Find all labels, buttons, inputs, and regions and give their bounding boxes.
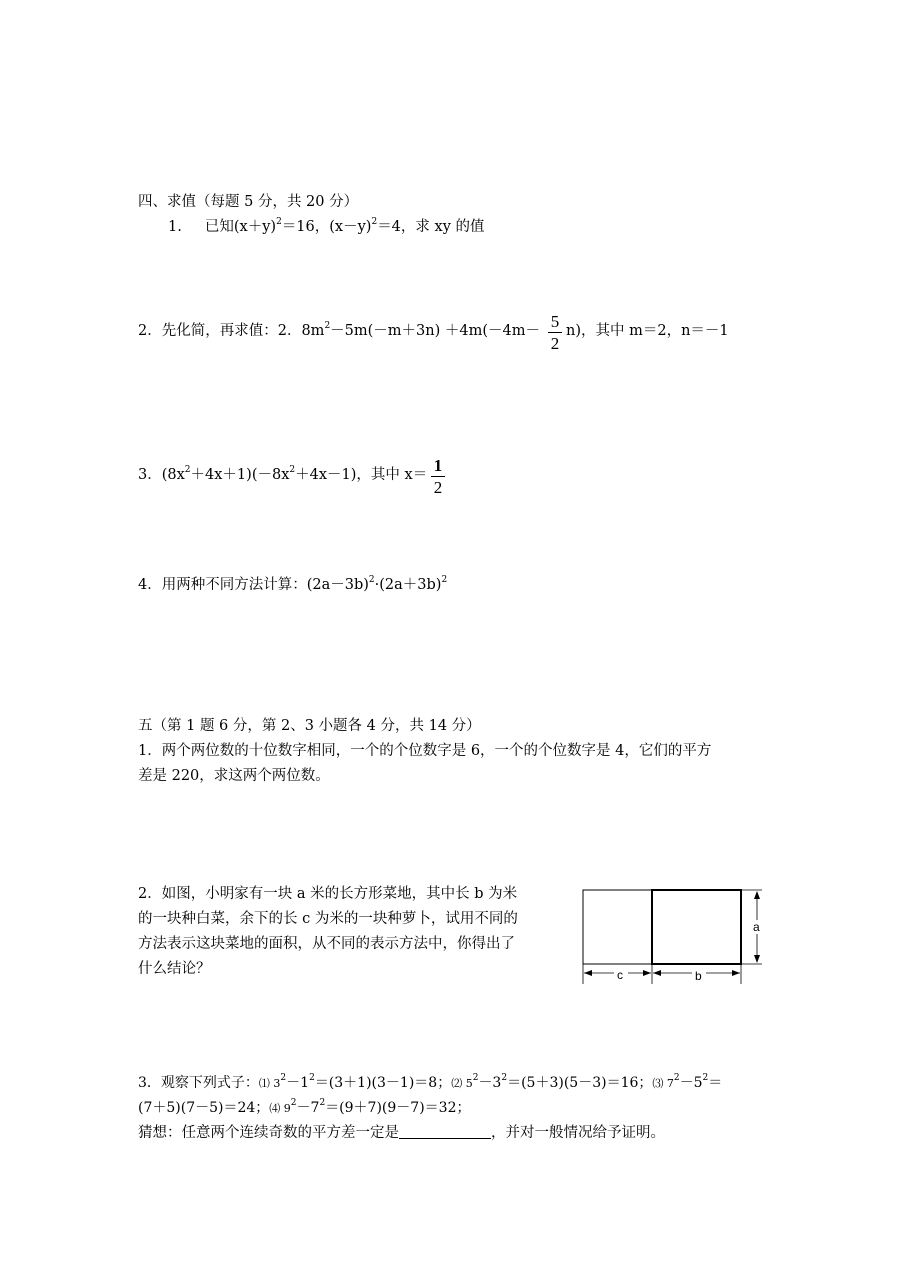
answer-blank[interactable] (399, 1124, 491, 1139)
question-4-1 (168, 218, 485, 236)
question-5-2-line3: 方法表示这块菜地的面积，从不同的表示方法中，你得出了 (138, 936, 515, 952)
q3-item2-start: ⑵ 5 (451, 1077, 473, 1090)
arrow-head (643, 970, 651, 976)
exponent: 2 (184, 465, 191, 475)
exponent: 2 (368, 575, 375, 585)
fraction-numerator: 1 (433, 456, 443, 475)
q4-pre: 4．用两种不同方法计算：(2a－3b) (138, 577, 369, 593)
arrow-head (754, 891, 760, 899)
q3-item1-start: ⑴ 3 (258, 1077, 281, 1090)
exponent: 2 (441, 575, 448, 585)
q3-mid1: ＋4x＋1)(－8x (190, 467, 290, 483)
question-4-4 (138, 576, 447, 594)
q2-tail: n)，其中 m＝2，n＝－1 (566, 323, 729, 339)
arrow-head (754, 955, 760, 963)
arrow-head (732, 970, 740, 976)
exponent: 2 (276, 217, 282, 227)
exponent: 2 (324, 321, 331, 331)
q4-mid: ·(2a＋3b) (374, 577, 442, 593)
exponent: 2 (371, 217, 378, 227)
question-number: 1. (168, 219, 182, 235)
exponent: 2 (309, 1073, 315, 1083)
fraction-denominator: 2 (550, 334, 560, 353)
q3-intro: 3．观察下列式子： (138, 1075, 259, 1091)
fraction-denominator: 2 (433, 478, 443, 497)
exponent: 2 (290, 1098, 297, 1108)
q3-pre: 3．(8x (138, 467, 185, 483)
q3-mid2: ＋4x－1)，其中 x＝ (295, 467, 428, 483)
q3-item4-start: ⑷ 9 (269, 1102, 291, 1115)
section-4-heading: 四、求值（每题 5 分，共 20 分） (138, 194, 359, 210)
question-4-3 (138, 466, 427, 484)
conjecture-tail: ，并对一般情况给予证明。 (491, 1125, 665, 1141)
q3-text: －1 (286, 1075, 310, 1091)
label-b: b (695, 969, 702, 983)
exponent: 2 (319, 1098, 326, 1108)
label-a: a (753, 920, 760, 934)
exponent: 2 (702, 1073, 709, 1083)
question-5-2-line1: 2．如图，小明家有一块 a 米的长方形菜地，其中长 b 为米 (138, 886, 518, 902)
fraction-numerator: 5 (550, 312, 560, 331)
q2-mid: －5m(－m＋3n) ＋4m(－4m－ (330, 323, 540, 339)
q2-pre: 2．先化简，再求值：2．8m (138, 323, 325, 339)
q3-text: ＝ (708, 1075, 723, 1091)
question-5-3-line2 (138, 1099, 470, 1118)
q1-mid: ＝16，(x－y) (281, 219, 372, 235)
question-5-2-line4: 什么结论？ (138, 961, 211, 977)
question-4-2 (138, 322, 540, 340)
q1-text: 已知(x＋y) (204, 219, 277, 235)
garden-rectangle-figure (578, 884, 768, 984)
q3-text: ＝(9＋7)(9－7)＝32； (325, 1100, 471, 1116)
q1-tail: ＝4，求 xy 的值 (377, 219, 485, 235)
question-5-3-line1 (138, 1074, 722, 1093)
conjecture-text: 猜想：任意两个连续奇数的平方差一定是 (138, 1125, 399, 1141)
section-5-heading: 五（第 1 题 6 分，第 2、3 小题各 4 分，共 14 分） (138, 718, 481, 734)
arrow-head (584, 970, 592, 976)
exponent: 2 (280, 1073, 287, 1083)
exponent: 2 (673, 1073, 680, 1083)
arrow-head (653, 970, 661, 976)
q3-text: －7 (296, 1100, 320, 1116)
q3-text: ＝(5＋3)(5－3)＝16； (507, 1075, 653, 1091)
outer-rectangle (583, 890, 741, 964)
q3-text: －3 (478, 1075, 502, 1091)
fraction-1-2 (431, 457, 445, 496)
fraction-5-2 (548, 313, 562, 352)
cabbage-plot (652, 890, 741, 964)
question-5-2-line2: 的一块种白菜，余下的长 c 为米的一块种萝卜，试用不同的 (138, 911, 518, 927)
question-5-1-line2: 差是 220，求这两个两位数。 (138, 768, 330, 784)
question-5-1-line1: 1．两个两位数的十位数字相同，一个的个位数字是 6，一个的个位数字是 4，它们的平方 (138, 743, 712, 759)
q3-item3-start: ⑶ 7 (652, 1077, 674, 1090)
fraction-bar (431, 476, 445, 477)
exponent: 2 (289, 465, 296, 475)
q3-text: (7＋5)(7－5)＝24； (138, 1100, 270, 1116)
fraction-bar (548, 332, 562, 333)
question-5-3-line3 (138, 1124, 665, 1142)
label-c: c (617, 968, 623, 982)
q3-text: －5 (679, 1075, 703, 1091)
exponent: 2 (472, 1073, 479, 1083)
q3-text: ＝(3＋1)(3－1)＝8； (314, 1075, 452, 1091)
exponent: 2 (501, 1073, 508, 1083)
